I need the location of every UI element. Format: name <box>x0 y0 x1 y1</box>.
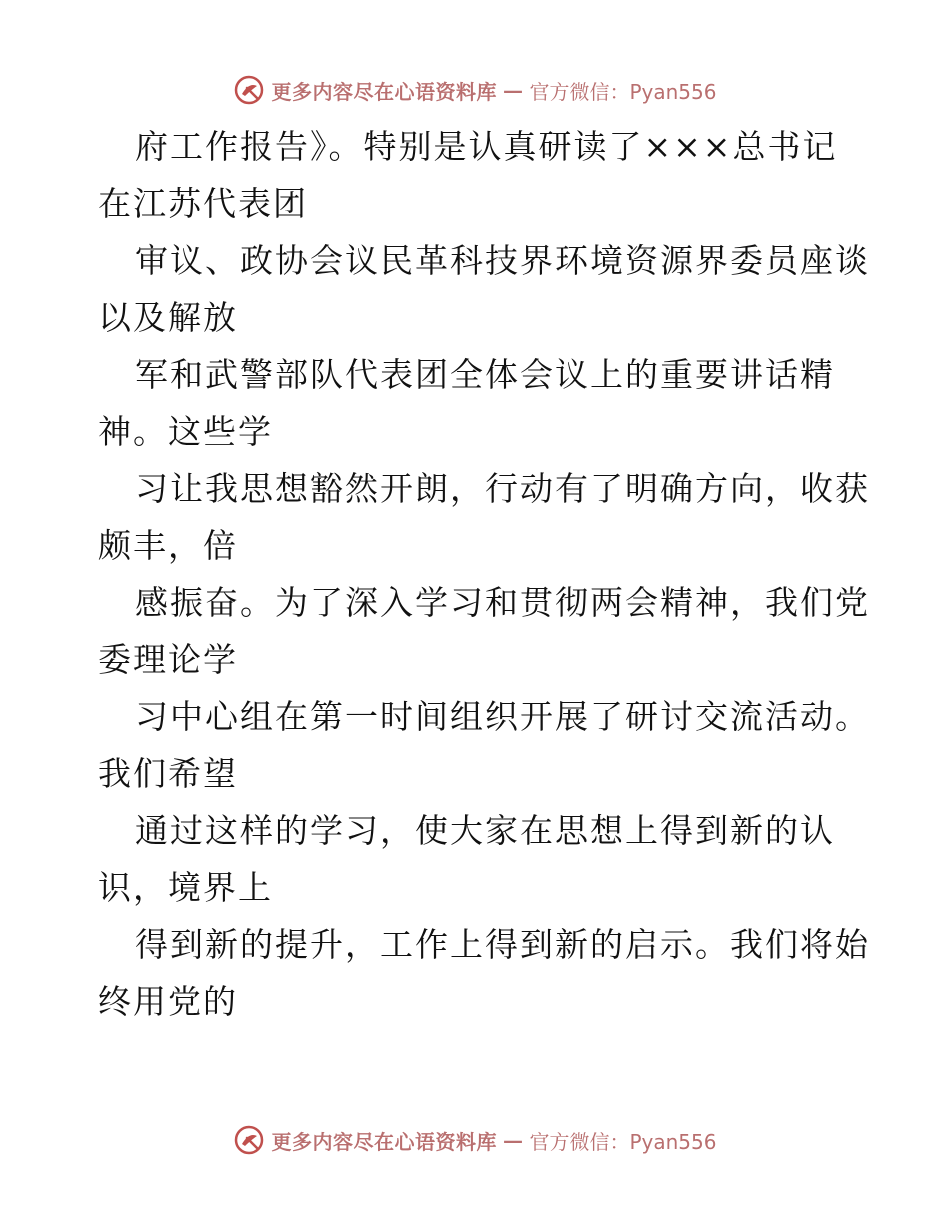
header-contact: 官方微信：Pyan556 <box>529 79 717 104</box>
body-line: 军和武警部队代表团全体会议上的重要讲话精 <box>135 355 835 394</box>
footer-watermark-banner <box>0 1120 950 1160</box>
body-line: 审议、政协会议民革科技界环境资源界委员座谈 <box>135 241 870 280</box>
brand-logo-icon <box>233 1124 265 1156</box>
header-dash: — <box>502 78 524 102</box>
brand-logo-icon <box>233 74 265 106</box>
body-line: 习让我思想豁然开朗，行动有了明确方向，收获 <box>135 469 870 508</box>
header-watermark-banner <box>0 70 950 110</box>
body-line: 识，境界上 <box>98 868 273 907</box>
body-line: 习中心组在第一时间组织开展了研讨交流活动。 <box>135 697 870 736</box>
body-line: 终用党的 <box>98 982 238 1021</box>
document-body <box>98 118 870 1030</box>
body-line: 得到新的提升，工作上得到新的启示。我们将始 <box>135 925 870 964</box>
body-line: 府工作报告》。特别是认真研读了×××总书记 <box>135 127 838 166</box>
footer-dash: — <box>502 1128 524 1152</box>
header-site-text: 更多内容尽在心语资料库 <box>271 79 497 104</box>
body-line: 委理论学 <box>98 640 238 679</box>
body-line: 在江苏代表团 <box>98 184 308 223</box>
body-line: 颇丰，倍 <box>98 526 238 565</box>
body-line: 通过这样的学习，使大家在思想上得到新的认 <box>135 811 835 850</box>
footer-contact: 官方微信：Pyan556 <box>529 1129 717 1154</box>
footer-site-text: 更多内容尽在心语资料库 <box>271 1129 497 1154</box>
body-line: 以及解放 <box>98 298 238 337</box>
body-line: 我们希望 <box>98 754 238 793</box>
body-line: 神。这些学 <box>98 412 273 451</box>
body-line: 感振奋。为了深入学习和贯彻两会精神，我们党 <box>135 583 870 622</box>
